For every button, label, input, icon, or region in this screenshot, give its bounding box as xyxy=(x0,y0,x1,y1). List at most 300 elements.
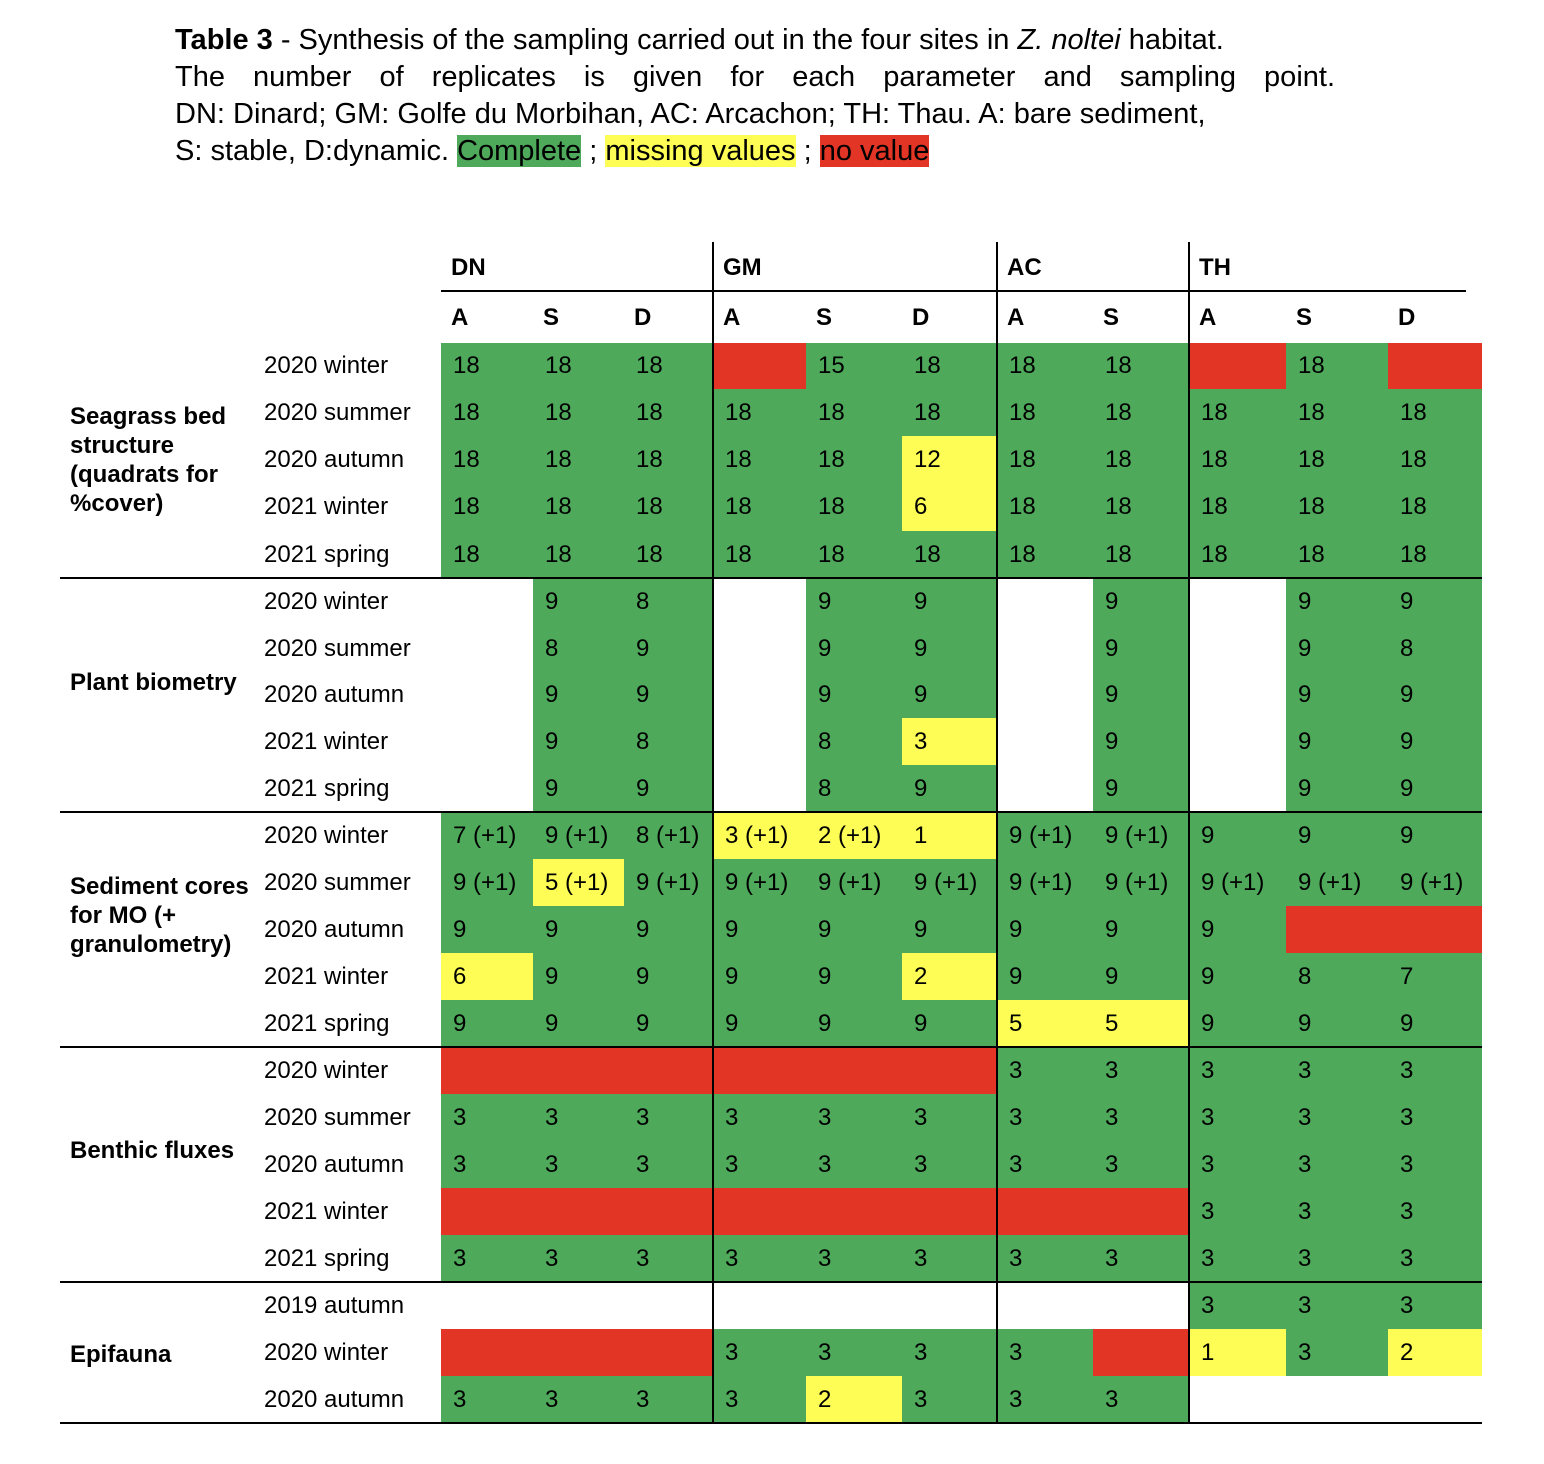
data-cell: 3 xyxy=(1286,1047,1388,1094)
data-cell: 9 (+1) xyxy=(1286,859,1388,906)
data-cell xyxy=(713,1188,806,1235)
caption-text-c: S: stable, D:dynamic. xyxy=(175,135,458,167)
data-cell xyxy=(1388,1376,1482,1423)
period-label: 2020 summer xyxy=(264,1103,411,1131)
data-cell: 18 xyxy=(1189,389,1286,436)
section-rule xyxy=(60,1281,1482,1283)
data-cell: 3 xyxy=(997,1235,1093,1282)
data-cell: 18 xyxy=(533,343,624,389)
header-rule xyxy=(441,290,1466,292)
period-label: 2019 autumn xyxy=(264,1291,405,1319)
caption-line-2: The number of replicates is given for each parameter and sampling point. xyxy=(175,61,1335,93)
data-cell: 9 xyxy=(1189,953,1286,1000)
data-cell: 18 xyxy=(902,389,997,436)
data-cell xyxy=(713,672,806,718)
section-label: Epifauna xyxy=(70,1341,172,1368)
data-cell: 3 xyxy=(533,1376,624,1423)
data-cell: 9 xyxy=(1388,1000,1482,1047)
data-cell xyxy=(624,1282,713,1329)
data-cell xyxy=(1388,906,1482,953)
data-cell xyxy=(806,1047,902,1094)
data-cell xyxy=(997,765,1093,812)
data-cell: 3 (+1) xyxy=(713,812,806,859)
section-label: Plant biometry xyxy=(70,669,237,696)
data-cell: 9 xyxy=(1093,578,1189,626)
data-cell xyxy=(441,626,533,672)
data-cell: 9 xyxy=(1388,812,1482,859)
data-cell: 9 xyxy=(1286,765,1388,812)
data-cell: 8 xyxy=(806,765,902,812)
data-cell: 3 xyxy=(624,1376,713,1423)
data-cell: 18 xyxy=(1286,483,1388,531)
data-cell: 9 xyxy=(902,1000,997,1047)
data-cell: 9 xyxy=(902,578,997,626)
data-cell: 18 xyxy=(997,531,1093,578)
site-header-th: TH xyxy=(1199,254,1231,281)
data-cell: 9 xyxy=(1286,578,1388,626)
data-cell: 9 xyxy=(902,765,997,812)
data-cell: 9 xyxy=(1189,1000,1286,1047)
data-cell: 9 xyxy=(806,578,902,626)
data-cell: 8 xyxy=(1388,626,1482,672)
data-cell: 5 xyxy=(997,1000,1093,1047)
data-cell: 18 xyxy=(997,343,1093,389)
data-cell: 3 xyxy=(1388,1235,1482,1282)
site-header-ac: AC xyxy=(1007,254,1042,281)
data-cell xyxy=(441,1188,533,1235)
data-cell: 3 xyxy=(1093,1094,1189,1141)
data-cell: 5 (+1) xyxy=(533,859,624,906)
data-cell: 18 xyxy=(441,389,533,436)
data-cell xyxy=(1189,765,1286,812)
caption-line-3: DN: Dinard; GM: Golfe du Morbihan, AC: Arcachon; TH: Thau. A: bare sediment, xyxy=(175,98,1206,130)
data-cell: 18 xyxy=(1286,343,1388,389)
data-cell: 9 xyxy=(624,906,713,953)
data-cell: 18 xyxy=(713,436,806,483)
data-cell xyxy=(902,1047,997,1094)
data-cell: 18 xyxy=(624,389,713,436)
period-label: 2020 autumn xyxy=(264,1385,405,1413)
data-cell: 2 (+1) xyxy=(806,812,902,859)
data-cell: 3 xyxy=(533,1141,624,1188)
site-separator xyxy=(1188,242,1190,1423)
data-cell xyxy=(441,1329,533,1376)
data-cell: 3 xyxy=(1388,1141,1482,1188)
data-cell: 3 xyxy=(441,1141,533,1188)
data-cell: 9 xyxy=(533,578,624,626)
data-cell: 3 xyxy=(997,1047,1093,1094)
data-cell xyxy=(1286,1376,1388,1423)
data-cell: 18 xyxy=(1388,483,1482,531)
data-cell: 18 xyxy=(1093,343,1189,389)
data-cell: 9 xyxy=(533,765,624,812)
data-cell: 18 xyxy=(1189,436,1286,483)
period-label: 2021 winter xyxy=(264,727,389,755)
data-cell xyxy=(997,626,1093,672)
data-cell: 18 xyxy=(1189,483,1286,531)
data-cell: 9 xyxy=(441,1000,533,1047)
data-cell: 6 xyxy=(902,483,997,531)
legend-none: no value xyxy=(819,135,930,167)
data-cell: 18 xyxy=(1286,389,1388,436)
data-cell: 9 xyxy=(713,906,806,953)
data-cell: 9 xyxy=(533,672,624,718)
data-cell: 9 (+1) xyxy=(806,859,902,906)
data-cell: 2 xyxy=(1388,1329,1482,1376)
data-cell: 3 xyxy=(806,1094,902,1141)
data-cell: 3 xyxy=(713,1094,806,1141)
data-cell: 3 xyxy=(1189,1188,1286,1235)
data-cell xyxy=(713,626,806,672)
data-cell: 18 xyxy=(1388,389,1482,436)
section-label: Sediment cores for MO (+ granulometry) xyxy=(70,873,249,958)
data-cell: 18 xyxy=(533,483,624,531)
data-cell: 9 xyxy=(806,953,902,1000)
data-cell: 3 xyxy=(1388,1047,1482,1094)
data-cell: 9 xyxy=(1093,718,1189,765)
sub-header-dn-d: D xyxy=(634,304,652,331)
data-cell: 3 xyxy=(713,1235,806,1282)
data-cell: 18 xyxy=(806,389,902,436)
caption-text-a: - Synthesis of the sampling carried out in the four sites in xyxy=(272,24,1018,56)
data-cell: 3 xyxy=(441,1235,533,1282)
data-cell: 9 (+1) xyxy=(1093,859,1189,906)
data-cell xyxy=(902,1188,997,1235)
data-cell xyxy=(1189,626,1286,672)
data-cell: 9 xyxy=(902,906,997,953)
caption-table-number: Table 3 xyxy=(175,24,273,56)
data-cell: 3 xyxy=(1286,1188,1388,1235)
data-cell: 9 xyxy=(1093,765,1189,812)
data-cell xyxy=(441,1047,533,1094)
data-cell: 9 xyxy=(1286,718,1388,765)
data-cell xyxy=(533,1188,624,1235)
data-cell: 3 xyxy=(441,1094,533,1141)
data-cell: 9 xyxy=(533,1000,624,1047)
data-cell: 3 xyxy=(902,718,997,765)
data-cell: 18 xyxy=(713,531,806,578)
period-label: 2021 winter xyxy=(264,493,389,520)
data-cell: 1 xyxy=(1189,1329,1286,1376)
data-cell xyxy=(1093,1282,1189,1329)
data-cell: 18 xyxy=(1093,531,1189,578)
data-cell: 3 xyxy=(1093,1047,1189,1094)
data-cell: 9 xyxy=(1388,765,1482,812)
caption-species: Z. noltei xyxy=(1017,24,1121,56)
data-cell: 18 xyxy=(1388,531,1482,578)
data-cell: 9 xyxy=(624,626,713,672)
data-cell: 3 xyxy=(902,1329,997,1376)
period-label: 2020 summer xyxy=(264,398,411,426)
data-cell: 3 xyxy=(806,1329,902,1376)
data-cell: 9 xyxy=(624,953,713,1000)
data-cell: 18 xyxy=(806,531,902,578)
data-cell: 2 xyxy=(806,1376,902,1423)
period-label: 2020 winter xyxy=(264,1338,389,1366)
data-cell: 18 xyxy=(533,531,624,578)
data-cell: 8 xyxy=(624,718,713,765)
sub-header-dn-s: S xyxy=(543,304,560,331)
data-cell: 1 xyxy=(902,812,997,859)
section-label: Benthic fluxes xyxy=(70,1137,235,1164)
data-cell: 3 xyxy=(1388,1094,1482,1141)
data-cell: 12 xyxy=(902,436,997,483)
data-cell: 9 xyxy=(1286,672,1388,718)
data-cell: 18 xyxy=(1286,531,1388,578)
data-cell xyxy=(1093,1188,1189,1235)
data-cell: 18 xyxy=(713,389,806,436)
period-label: 2021 spring xyxy=(264,1244,390,1272)
period-label: 2020 winter xyxy=(264,352,389,379)
data-cell: 9 xyxy=(1286,626,1388,672)
data-cell: 18 xyxy=(1388,436,1482,483)
data-cell xyxy=(1189,343,1286,389)
data-cell: 18 xyxy=(533,436,624,483)
data-cell: 3 xyxy=(902,1094,997,1141)
data-cell: 9 xyxy=(1388,672,1482,718)
data-cell: 9 (+1) xyxy=(997,859,1093,906)
period-label: 2020 autumn xyxy=(264,1150,405,1178)
data-cell xyxy=(1189,1376,1286,1423)
data-cell: 3 xyxy=(806,1141,902,1188)
data-cell xyxy=(441,672,533,718)
period-label: 2020 autumn xyxy=(264,445,405,473)
data-cell: 3 xyxy=(533,1235,624,1282)
data-cell: 3 xyxy=(533,1094,624,1141)
data-cell xyxy=(997,578,1093,626)
data-cell: 18 xyxy=(441,483,533,531)
data-cell: 3 xyxy=(1388,1188,1482,1235)
data-cell: 18 xyxy=(997,389,1093,436)
data-cell: 18 xyxy=(806,436,902,483)
data-cell: 3 xyxy=(902,1141,997,1188)
data-cell: 3 xyxy=(713,1376,806,1423)
sub-header-th-d: D xyxy=(1398,304,1416,331)
period-label: 2021 winter xyxy=(264,962,389,990)
data-cell: 3 xyxy=(997,1376,1093,1423)
data-cell xyxy=(713,718,806,765)
period-label: 2020 summer xyxy=(264,635,411,662)
data-cell: 9 xyxy=(997,953,1093,1000)
data-cell xyxy=(997,718,1093,765)
data-cell: 9 xyxy=(1388,578,1482,626)
section-label: Seagrass bed structure (quadrats for %cover) xyxy=(70,403,227,517)
data-cell: 18 xyxy=(1093,389,1189,436)
data-cell xyxy=(441,578,533,626)
data-cell: 18 xyxy=(806,483,902,531)
site-separator xyxy=(712,242,714,1423)
data-cell: 9 xyxy=(1388,718,1482,765)
data-cell: 9 xyxy=(902,626,997,672)
data-cell: 18 xyxy=(533,389,624,436)
data-cell xyxy=(624,1047,713,1094)
period-label: 2021 spring xyxy=(264,774,390,802)
data-cell: 18 xyxy=(441,436,533,483)
legend-missing: missing values xyxy=(605,135,796,167)
sub-header-dn-a: A xyxy=(451,304,469,331)
data-cell: 18 xyxy=(1189,531,1286,578)
data-cell: 9 (+1) xyxy=(713,859,806,906)
data-cell: 9 (+1) xyxy=(902,859,997,906)
data-cell: 9 xyxy=(997,906,1093,953)
data-cell xyxy=(713,765,806,812)
data-cell: 3 xyxy=(997,1329,1093,1376)
data-cell: 9 xyxy=(806,1000,902,1047)
data-cell xyxy=(1093,1329,1189,1376)
data-cell: 9 xyxy=(806,626,902,672)
period-label: 2021 spring xyxy=(264,1009,390,1037)
data-cell: 3 xyxy=(624,1094,713,1141)
data-cell xyxy=(1286,906,1388,953)
site-header-gm: GM xyxy=(723,254,762,281)
data-cell: 2 xyxy=(902,953,997,1000)
data-cell xyxy=(624,1188,713,1235)
data-cell: 7 (+1) xyxy=(441,812,533,859)
data-cell: 3 xyxy=(713,1329,806,1376)
period-label: 2020 autumn xyxy=(264,915,405,943)
data-cell: 3 xyxy=(902,1235,997,1282)
site-separator xyxy=(996,242,998,1423)
data-cell: 18 xyxy=(624,436,713,483)
data-cell xyxy=(902,1282,997,1329)
data-cell: 3 xyxy=(1189,1094,1286,1141)
data-cell: 9 xyxy=(624,672,713,718)
data-cell xyxy=(713,1282,806,1329)
data-cell: 3 xyxy=(1093,1376,1189,1423)
data-cell xyxy=(713,1047,806,1094)
data-cell: 3 xyxy=(1189,1141,1286,1188)
data-cell xyxy=(533,1282,624,1329)
data-cell: 9 xyxy=(806,672,902,718)
data-cell: 3 xyxy=(1286,1235,1388,1282)
period-label: 2020 winter xyxy=(264,1056,389,1084)
data-cell: 3 xyxy=(1189,1282,1286,1329)
data-cell xyxy=(997,1282,1093,1329)
data-cell: 18 xyxy=(1286,436,1388,483)
data-cell: 9 xyxy=(1093,906,1189,953)
data-cell xyxy=(1189,718,1286,765)
data-cell: 9 (+1) xyxy=(1189,859,1286,906)
legend-sep-2: ; xyxy=(795,135,820,167)
data-cell: 3 xyxy=(1093,1141,1189,1188)
data-cell: 9 xyxy=(713,953,806,1000)
period-label: 2020 autumn xyxy=(264,681,405,708)
data-cell: 3 xyxy=(1189,1235,1286,1282)
data-cell: 9 xyxy=(1189,906,1286,953)
data-cell: 9 xyxy=(533,953,624,1000)
data-cell xyxy=(713,578,806,626)
data-cell xyxy=(441,718,533,765)
data-cell: 8 xyxy=(1286,953,1388,1000)
data-cell: 9 xyxy=(1093,626,1189,672)
site-header-dn: DN xyxy=(451,254,486,281)
data-cell: 18 xyxy=(441,343,533,389)
data-cell: 9 xyxy=(1093,672,1189,718)
data-cell: 8 xyxy=(806,718,902,765)
data-cell: 3 xyxy=(1286,1329,1388,1376)
data-cell: 6 xyxy=(441,953,533,1000)
data-cell: 8 (+1) xyxy=(624,812,713,859)
data-cell: 18 xyxy=(997,436,1093,483)
data-cell: 5 xyxy=(1093,1000,1189,1047)
section-rule xyxy=(60,577,1482,579)
data-cell: 3 xyxy=(1286,1141,1388,1188)
data-cell: 18 xyxy=(902,343,997,389)
data-cell: 9 xyxy=(1189,812,1286,859)
data-cell: 8 xyxy=(624,578,713,626)
period-label: 2021 spring xyxy=(264,540,390,568)
sub-header-ac-s: S xyxy=(1103,304,1120,331)
legend-sep-1: ; xyxy=(581,135,606,167)
data-cell: 18 xyxy=(1093,436,1189,483)
data-cell: 9 (+1) xyxy=(441,859,533,906)
data-cell: 8 xyxy=(533,626,624,672)
data-cell: 3 xyxy=(1189,1047,1286,1094)
data-cell: 3 xyxy=(902,1376,997,1423)
data-cell: 9 (+1) xyxy=(1388,859,1482,906)
data-cell: 18 xyxy=(902,531,997,578)
data-cell xyxy=(1388,343,1482,389)
period-label: 2020 winter xyxy=(264,821,389,849)
data-cell: 3 xyxy=(1093,1235,1189,1282)
data-cell: 3 xyxy=(441,1376,533,1423)
data-cell: 18 xyxy=(624,531,713,578)
data-cell xyxy=(997,1188,1093,1235)
caption-text-b: habitat. xyxy=(1120,24,1224,56)
data-cell: 9 (+1) xyxy=(624,859,713,906)
data-cell: 18 xyxy=(624,343,713,389)
data-cell: 18 xyxy=(713,483,806,531)
data-cell: 3 xyxy=(713,1141,806,1188)
data-cell: 3 xyxy=(1286,1094,1388,1141)
data-cell: 18 xyxy=(1093,483,1189,531)
data-cell: 3 xyxy=(1388,1282,1482,1329)
sub-header-gm-s: S xyxy=(816,304,833,331)
legend-complete: Complete xyxy=(457,135,582,167)
data-cell: 9 xyxy=(1286,812,1388,859)
sub-header-th-s: S xyxy=(1296,304,1313,331)
data-cell: 3 xyxy=(806,1235,902,1282)
data-cell xyxy=(441,1282,533,1329)
data-cell: 9 xyxy=(806,906,902,953)
section-rule xyxy=(60,1422,1482,1424)
data-cell xyxy=(997,672,1093,718)
data-cell: 15 xyxy=(806,343,902,389)
data-cell: 9 xyxy=(1286,1000,1388,1047)
data-cell: 3 xyxy=(997,1094,1093,1141)
data-cell xyxy=(713,343,806,389)
data-cell xyxy=(806,1188,902,1235)
data-cell: 3 xyxy=(1286,1282,1388,1329)
data-cell: 9 (+1) xyxy=(997,812,1093,859)
data-cell: 9 xyxy=(533,718,624,765)
data-cell: 9 (+1) xyxy=(533,812,624,859)
data-cell: 9 xyxy=(902,672,997,718)
data-cell: 18 xyxy=(997,483,1093,531)
period-label: 2020 winter xyxy=(264,588,389,615)
data-cell: 18 xyxy=(624,483,713,531)
data-cell xyxy=(1189,672,1286,718)
data-cell xyxy=(533,1329,624,1376)
data-cell: 18 xyxy=(441,531,533,578)
data-cell: 9 xyxy=(441,906,533,953)
data-cell: 9 xyxy=(1093,953,1189,1000)
section-rule xyxy=(60,811,1482,813)
sub-header-th-a: A xyxy=(1199,304,1217,331)
data-cell: 9 xyxy=(624,765,713,812)
data-cell: 9 xyxy=(713,1000,806,1047)
data-cell: 9 xyxy=(624,1000,713,1047)
